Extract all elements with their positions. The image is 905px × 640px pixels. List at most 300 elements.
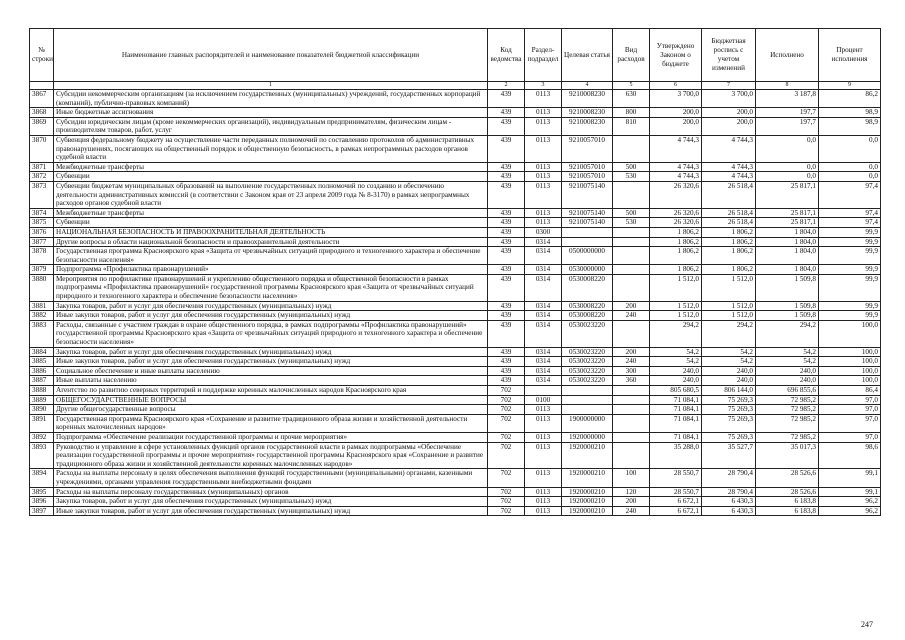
header-num: № строки — [30, 29, 54, 82]
row-number: 3887 — [30, 376, 54, 386]
row-expense-type — [613, 405, 650, 415]
row-expense-type — [613, 227, 650, 237]
row-budget-list: 3 700,0 — [702, 90, 756, 108]
table-row — [30, 265, 881, 275]
row-budget-list: 26 518,4 — [702, 218, 756, 228]
row-executed: 28 526,6 — [756, 487, 819, 497]
row-budget-list: 1 806,2 — [702, 265, 756, 275]
row-executed: 25 817,1 — [756, 218, 819, 228]
row-percent: 97,0 — [819, 414, 881, 432]
row-name: Иные выплаты населению — [54, 376, 488, 386]
row-approved: 1 512,0 — [650, 311, 702, 321]
row-executed: 72 985,2 — [756, 432, 819, 442]
page-number: 247 — [861, 620, 873, 629]
row-target-article: 9210008230 — [562, 117, 613, 135]
row-dept-code: 702 — [488, 506, 525, 516]
row-section: 0113 — [525, 208, 562, 218]
row-target-article — [562, 386, 613, 396]
column-number-row — [30, 82, 881, 90]
row-number: 3894 — [30, 469, 54, 487]
table-header-row — [30, 29, 881, 82]
row-name: Субвенции — [54, 218, 488, 228]
row-number: 3885 — [30, 357, 54, 367]
row-dept-code: 439 — [488, 247, 525, 265]
row-number: 3889 — [30, 395, 54, 405]
row-target-article: 9210075140 — [562, 181, 613, 208]
row-number: 3884 — [30, 347, 54, 357]
header-approved: Утверждено Законом о бюджете — [650, 29, 702, 82]
row-percent: 0,0 — [819, 135, 881, 162]
row-dept-code: 702 — [488, 405, 525, 415]
row-section: 0314 — [525, 376, 562, 386]
row-expense-type — [613, 247, 650, 265]
row-expense-type — [613, 274, 650, 301]
row-section: 0314 — [525, 311, 562, 321]
colnum-8: 8 — [756, 82, 819, 90]
row-number: 3888 — [30, 386, 54, 396]
row-target-article: 1920000210 — [562, 506, 613, 516]
row-dept-code: 439 — [488, 274, 525, 301]
colnum-1: 1 — [54, 82, 488, 90]
row-percent: 0,0 — [819, 172, 881, 182]
row-dept-code: 702 — [488, 386, 525, 396]
row-target-article: 0530008220 — [562, 274, 613, 301]
row-name: Иные бюджетные ассигнования — [54, 108, 488, 118]
row-expense-type: 530 — [613, 172, 650, 182]
row-budget-list: 1 806,2 — [702, 237, 756, 247]
colnum-9: 9 — [819, 82, 881, 90]
row-section: 0113 — [525, 108, 562, 118]
row-approved: 3 700,0 — [650, 90, 702, 108]
row-name: Расходы, связанные с участием граждан в охране общественного порядка, в рамках подпрограммы «Профилактика правонарушений» государственной программы Красноярского края «Защита от чрезвычайных ситуаций природного и техногенного характера и обеспечение безопасности населения» — [54, 320, 488, 347]
row-name: Закупка товаров, работ и услуг для обеспечения государственных (муниципальных) нужд — [54, 301, 488, 311]
table-row — [30, 117, 881, 135]
row-executed: 25 817,1 — [756, 208, 819, 218]
row-percent: 96,2 — [819, 506, 881, 516]
row-percent: 99,9 — [819, 237, 881, 247]
row-percent: 97,4 — [819, 218, 881, 228]
row-approved: 6 672,1 — [650, 506, 702, 516]
row-executed: 0,0 — [756, 162, 819, 172]
row-executed: 1 509,8 — [756, 301, 819, 311]
row-budget-list: 806 144,0 — [702, 386, 756, 396]
row-percent: 99,9 — [819, 227, 881, 237]
table-row — [30, 208, 881, 218]
row-budget-list: 28 790,4 — [702, 469, 756, 487]
row-section: 0113 — [525, 162, 562, 172]
row-executed: 1 804,0 — [756, 265, 819, 275]
colnum-7: 7 — [702, 82, 756, 90]
table-row — [30, 237, 881, 247]
row-dept-code: 702 — [488, 487, 525, 497]
row-executed: 240,0 — [756, 376, 819, 386]
row-target-article: 1920000210 — [562, 469, 613, 487]
header-list: Бюджетная роспись с учетом изменений — [702, 29, 756, 82]
row-name: Социальное обеспечение и иные выплаты населению — [54, 366, 488, 376]
row-approved: 54,2 — [650, 357, 702, 367]
row-approved: 1 806,2 — [650, 237, 702, 247]
header-section: Раздел-подраздел — [525, 29, 562, 82]
row-expense-type: 530 — [613, 218, 650, 228]
row-approved: 1 512,0 — [650, 301, 702, 311]
row-budget-list: 1 512,0 — [702, 311, 756, 321]
row-dept-code: 439 — [488, 172, 525, 182]
row-dept-code: 439 — [488, 265, 525, 275]
header-executed: Исполнено — [756, 29, 819, 82]
row-approved: 71 084,1 — [650, 405, 702, 415]
row-section: 0314 — [525, 347, 562, 357]
row-number: 3880 — [30, 274, 54, 301]
row-percent: 97,4 — [819, 181, 881, 208]
row-name: Субвенция федеральному бюджету на осуществление части переданных полномочий по составлению протоколов об административных правонарушениях, посягающих на общественный порядок и общественную безопасность, в рамках непрограммных расходов органов судебной власти — [54, 135, 488, 162]
row-expense-type: 200 — [613, 347, 650, 357]
row-section: 0100 — [525, 395, 562, 405]
row-name: Субсидии юридическим лицам (кроме некоммерческих организаций), индивидуальным предпринимателям, физическим лицам - производителям товаров, работ, услуг — [54, 117, 488, 135]
row-budget-list: 54,2 — [702, 347, 756, 357]
table-row — [30, 162, 881, 172]
row-expense-type — [613, 386, 650, 396]
row-budget-list: 6 430,3 — [702, 506, 756, 516]
row-expense-type: 500 — [613, 162, 650, 172]
row-dept-code: 439 — [488, 135, 525, 162]
row-expense-type: 200 — [613, 497, 650, 507]
row-dept-code: 439 — [488, 208, 525, 218]
row-percent: 98,9 — [819, 117, 881, 135]
row-approved: 6 672,1 — [650, 497, 702, 507]
row-percent: 97,0 — [819, 395, 881, 405]
row-section: 0113 — [525, 90, 562, 108]
row-dept-code: 702 — [488, 432, 525, 442]
row-approved: 4 744,3 — [650, 162, 702, 172]
row-target-article: 9210057010 — [562, 135, 613, 162]
row-budget-list: 1 512,0 — [702, 301, 756, 311]
row-percent: 99,1 — [819, 487, 881, 497]
row-name: Государственная программа Красноярского края «Защита от чрезвычайных ситуаций природного и техногенного характера и обеспечение безопасности населения» — [54, 247, 488, 265]
row-target-article: 0530000000 — [562, 265, 613, 275]
row-percent: 97,4 — [819, 208, 881, 218]
row-dept-code: 702 — [488, 469, 525, 487]
row-dept-code: 439 — [488, 237, 525, 247]
row-executed: 72 985,2 — [756, 395, 819, 405]
table-row — [30, 274, 881, 301]
row-section: 0314 — [525, 320, 562, 347]
row-section — [525, 386, 562, 396]
row-approved: 54,2 — [650, 347, 702, 357]
row-name: НАЦИОНАЛЬНАЯ БЕЗОПАСНОСТЬ И ПРАВООХРАНИТЕЛЬНАЯ ДЕЯТЕЛЬНОСТЬ — [54, 227, 488, 237]
row-budget-list: 28 790,4 — [702, 487, 756, 497]
row-approved: 1 806,2 — [650, 265, 702, 275]
row-dept-code: 702 — [488, 395, 525, 405]
row-number: 3890 — [30, 405, 54, 415]
row-section: 0113 — [525, 506, 562, 516]
row-budget-list: 1 512,0 — [702, 274, 756, 301]
row-dept-code: 439 — [488, 301, 525, 311]
row-number: 3895 — [30, 487, 54, 497]
row-percent: 96,2 — [819, 497, 881, 507]
row-expense-type — [613, 265, 650, 275]
row-target-article — [562, 227, 613, 237]
table-row — [30, 414, 881, 432]
row-section: 0113 — [525, 487, 562, 497]
row-percent: 0,0 — [819, 162, 881, 172]
row-name: Расходы на выплаты персоналу государственных (муниципальных) органов — [54, 487, 488, 497]
row-target-article: 0530023220 — [562, 357, 613, 367]
row-percent: 100,0 — [819, 320, 881, 347]
row-percent: 99,1 — [819, 469, 881, 487]
row-approved: 1 512,0 — [650, 274, 702, 301]
row-dept-code: 439 — [488, 311, 525, 321]
table-row — [30, 487, 881, 497]
row-executed: 294,2 — [756, 320, 819, 347]
row-section: 0113 — [525, 218, 562, 228]
colnum-0 — [30, 82, 54, 90]
header-dept: Код ведомства — [488, 29, 525, 82]
table-row — [30, 172, 881, 182]
row-number: 3871 — [30, 162, 54, 172]
row-percent: 86,2 — [819, 90, 881, 108]
row-name: Субсидии некоммерческим организациям (за исключением государственных (муниципальных) учреждений, государственных корпораций (компаний), публично-правовых компаний) — [54, 90, 488, 108]
row-target-article — [562, 395, 613, 405]
row-expense-type — [613, 395, 650, 405]
row-number: 3879 — [30, 265, 54, 275]
row-number: 3868 — [30, 108, 54, 118]
row-executed: 0,0 — [756, 172, 819, 182]
table-row — [30, 376, 881, 386]
table-row — [30, 506, 881, 516]
row-number: 3882 — [30, 311, 54, 321]
row-section: 0314 — [525, 265, 562, 275]
row-dept-code: 439 — [488, 181, 525, 208]
row-budget-list: 240,0 — [702, 366, 756, 376]
row-executed: 197,7 — [756, 117, 819, 135]
colnum-4: 4 — [562, 82, 613, 90]
row-executed: 35 017,3 — [756, 442, 819, 469]
row-approved: 1 806,2 — [650, 227, 702, 237]
row-executed: 54,2 — [756, 357, 819, 367]
row-expense-type — [613, 432, 650, 442]
row-percent: 100,0 — [819, 347, 881, 357]
row-budget-list: 4 744,3 — [702, 135, 756, 162]
row-percent: 100,0 — [819, 376, 881, 386]
row-number: 3874 — [30, 208, 54, 218]
row-target-article: 9210057010 — [562, 172, 613, 182]
row-number: 3878 — [30, 247, 54, 265]
row-dept-code: 702 — [488, 414, 525, 432]
row-name: Субвенции бюджетам муниципальных образований на выполнение государственных полномочий по созданию и обеспечению деятельности административных комиссий (в соответствии с Законом края от 23 апреля 2009 года № 8-3170) в рамках непрограммных расходов органов судебной власти — [54, 181, 488, 208]
row-dept-code: 702 — [488, 442, 525, 469]
row-expense-type: 810 — [613, 117, 650, 135]
row-executed: 54,2 — [756, 347, 819, 357]
row-approved: 71 084,1 — [650, 395, 702, 405]
row-expense-type: 240 — [613, 506, 650, 516]
row-number: 3881 — [30, 301, 54, 311]
row-executed: 28 526,6 — [756, 469, 819, 487]
row-budget-list: 240,0 — [702, 376, 756, 386]
row-budget-list: 200,0 — [702, 108, 756, 118]
table-row — [30, 386, 881, 396]
table-row — [30, 108, 881, 118]
row-name: Другие общегосударственные вопросы — [54, 405, 488, 415]
row-target-article — [562, 237, 613, 247]
colnum-6: 6 — [650, 82, 702, 90]
row-budget-list: 4 744,3 — [702, 172, 756, 182]
row-number: 3867 — [30, 90, 54, 108]
row-expense-type: 630 — [613, 90, 650, 108]
row-percent: 99,9 — [819, 274, 881, 301]
row-expense-type: 240 — [613, 311, 650, 321]
table-row — [30, 347, 881, 357]
row-section: 0314 — [525, 274, 562, 301]
table-row — [30, 357, 881, 367]
row-approved: 4 744,3 — [650, 172, 702, 182]
row-section: 0113 — [525, 469, 562, 487]
row-section: 0314 — [525, 301, 562, 311]
row-approved: 35 288,0 — [650, 442, 702, 469]
row-expense-type: 300 — [613, 366, 650, 376]
row-target-article: 9210075140 — [562, 208, 613, 218]
row-number: 3891 — [30, 414, 54, 432]
row-expense-type — [613, 135, 650, 162]
row-dept-code: 439 — [488, 227, 525, 237]
table-row — [30, 311, 881, 321]
row-dept-code: 439 — [488, 218, 525, 228]
row-approved: 294,2 — [650, 320, 702, 347]
row-dept-code: 439 — [488, 162, 525, 172]
row-percent: 97,0 — [819, 405, 881, 415]
row-name: Иные закупки товаров, работ и услуг для обеспечения государственных (муниципальных) нужд — [54, 506, 488, 516]
row-approved: 200,0 — [650, 117, 702, 135]
row-approved: 200,0 — [650, 108, 702, 118]
row-target-article: 0530023220 — [562, 320, 613, 347]
table-row — [30, 497, 881, 507]
row-target-article: 9210075140 — [562, 218, 613, 228]
row-section: 0113 — [525, 405, 562, 415]
row-expense-type: 360 — [613, 376, 650, 386]
row-percent: 100,0 — [819, 357, 881, 367]
row-target-article: 9210008230 — [562, 108, 613, 118]
colnum-2: 2 — [488, 82, 525, 90]
row-percent: 98,6 — [819, 442, 881, 469]
table-row — [30, 227, 881, 237]
row-percent: 99,9 — [819, 301, 881, 311]
row-expense-type: 100 — [613, 469, 650, 487]
row-percent: 86,4 — [819, 386, 881, 396]
row-executed: 1 509,8 — [756, 274, 819, 301]
row-approved: 28 550,7 — [650, 487, 702, 497]
table-row — [30, 442, 881, 469]
row-target-article: 0500000000 — [562, 247, 613, 265]
row-dept-code: 439 — [488, 347, 525, 357]
row-name: Закупка товаров, работ и услуг для обеспечения государственных (муниципальных) нужд — [54, 347, 488, 357]
row-target-article: 9210057010 — [562, 162, 613, 172]
table-row — [30, 218, 881, 228]
table-row — [30, 366, 881, 376]
row-budget-list: 75 269,3 — [702, 432, 756, 442]
row-number: 3886 — [30, 366, 54, 376]
row-percent: 97,0 — [819, 432, 881, 442]
row-name: Закупка товаров, работ и услуг для обеспечения государственных (муниципальных) нужд — [54, 497, 488, 507]
row-target-article: 0530023220 — [562, 347, 613, 357]
row-number: 3872 — [30, 172, 54, 182]
row-executed: 25 817,1 — [756, 181, 819, 208]
row-name: Субвенции — [54, 172, 488, 182]
row-target-article: 1920000000 — [562, 432, 613, 442]
row-number: 3870 — [30, 135, 54, 162]
row-number: 3892 — [30, 432, 54, 442]
row-approved: 26 320,6 — [650, 181, 702, 208]
row-expense-type — [613, 237, 650, 247]
row-section: 0314 — [525, 237, 562, 247]
row-target-article: 0530008220 — [562, 311, 613, 321]
row-section: 0113 — [525, 432, 562, 442]
row-name: ОБЩЕГОСУДАРСТВЕННЫЕ ВОПРОСЫ — [54, 395, 488, 405]
row-executed: 1 804,0 — [756, 227, 819, 237]
row-dept-code: 702 — [488, 497, 525, 507]
row-approved: 240,0 — [650, 366, 702, 376]
row-expense-type — [613, 320, 650, 347]
row-dept-code: 439 — [488, 320, 525, 347]
header-name: Наименование главных распорядителей и наименование показателей бюджетной классификации — [54, 29, 488, 82]
table-row — [30, 432, 881, 442]
row-executed: 1 804,0 — [756, 237, 819, 247]
row-expense-type: 240 — [613, 357, 650, 367]
row-approved: 71 084,1 — [650, 414, 702, 432]
row-executed: 0,0 — [756, 135, 819, 162]
row-section: 0314 — [525, 366, 562, 376]
row-executed: 72 985,2 — [756, 405, 819, 415]
row-percent: 99,9 — [819, 311, 881, 321]
row-budget-list: 1 806,2 — [702, 247, 756, 265]
row-expense-type: 500 — [613, 208, 650, 218]
row-section: 0113 — [525, 172, 562, 182]
row-budget-list: 75 269,3 — [702, 405, 756, 415]
row-approved: 1 806,2 — [650, 247, 702, 265]
row-name: Межбюджетные трансферты — [54, 162, 488, 172]
row-budget-list: 75 269,3 — [702, 395, 756, 405]
row-number: 3883 — [30, 320, 54, 347]
row-percent: 100,0 — [819, 366, 881, 376]
table-row — [30, 135, 881, 162]
table-row — [30, 469, 881, 487]
row-dept-code: 439 — [488, 117, 525, 135]
row-section: 0113 — [525, 442, 562, 469]
row-approved: 240,0 — [650, 376, 702, 386]
row-number: 3869 — [30, 117, 54, 135]
row-executed: 72 985,2 — [756, 414, 819, 432]
row-budget-list: 54,2 — [702, 357, 756, 367]
row-target-article: 1920000210 — [562, 497, 613, 507]
row-approved: 71 084,1 — [650, 432, 702, 442]
row-budget-list: 294,2 — [702, 320, 756, 347]
row-approved: 4 744,3 — [650, 135, 702, 162]
table-row — [30, 301, 881, 311]
row-dept-code: 439 — [488, 108, 525, 118]
row-approved: 26 320,6 — [650, 218, 702, 228]
row-number: 3897 — [30, 506, 54, 516]
row-executed: 240,0 — [756, 366, 819, 376]
row-target-article: 0530023220 — [562, 366, 613, 376]
header-percent: Процент исполнения — [819, 29, 881, 82]
row-name: Другие вопросы в области национальной безопасности и правоохранительной деятельности — [54, 237, 488, 247]
header-expense: Вид расходов — [613, 29, 650, 82]
row-budget-list: 26 518,4 — [702, 208, 756, 218]
row-dept-code: 439 — [488, 357, 525, 367]
row-executed: 696 855,6 — [756, 386, 819, 396]
row-target-article: 1920000210 — [562, 487, 613, 497]
row-number: 3877 — [30, 237, 54, 247]
budget-table — [29, 28, 881, 516]
row-number: 3896 — [30, 497, 54, 507]
